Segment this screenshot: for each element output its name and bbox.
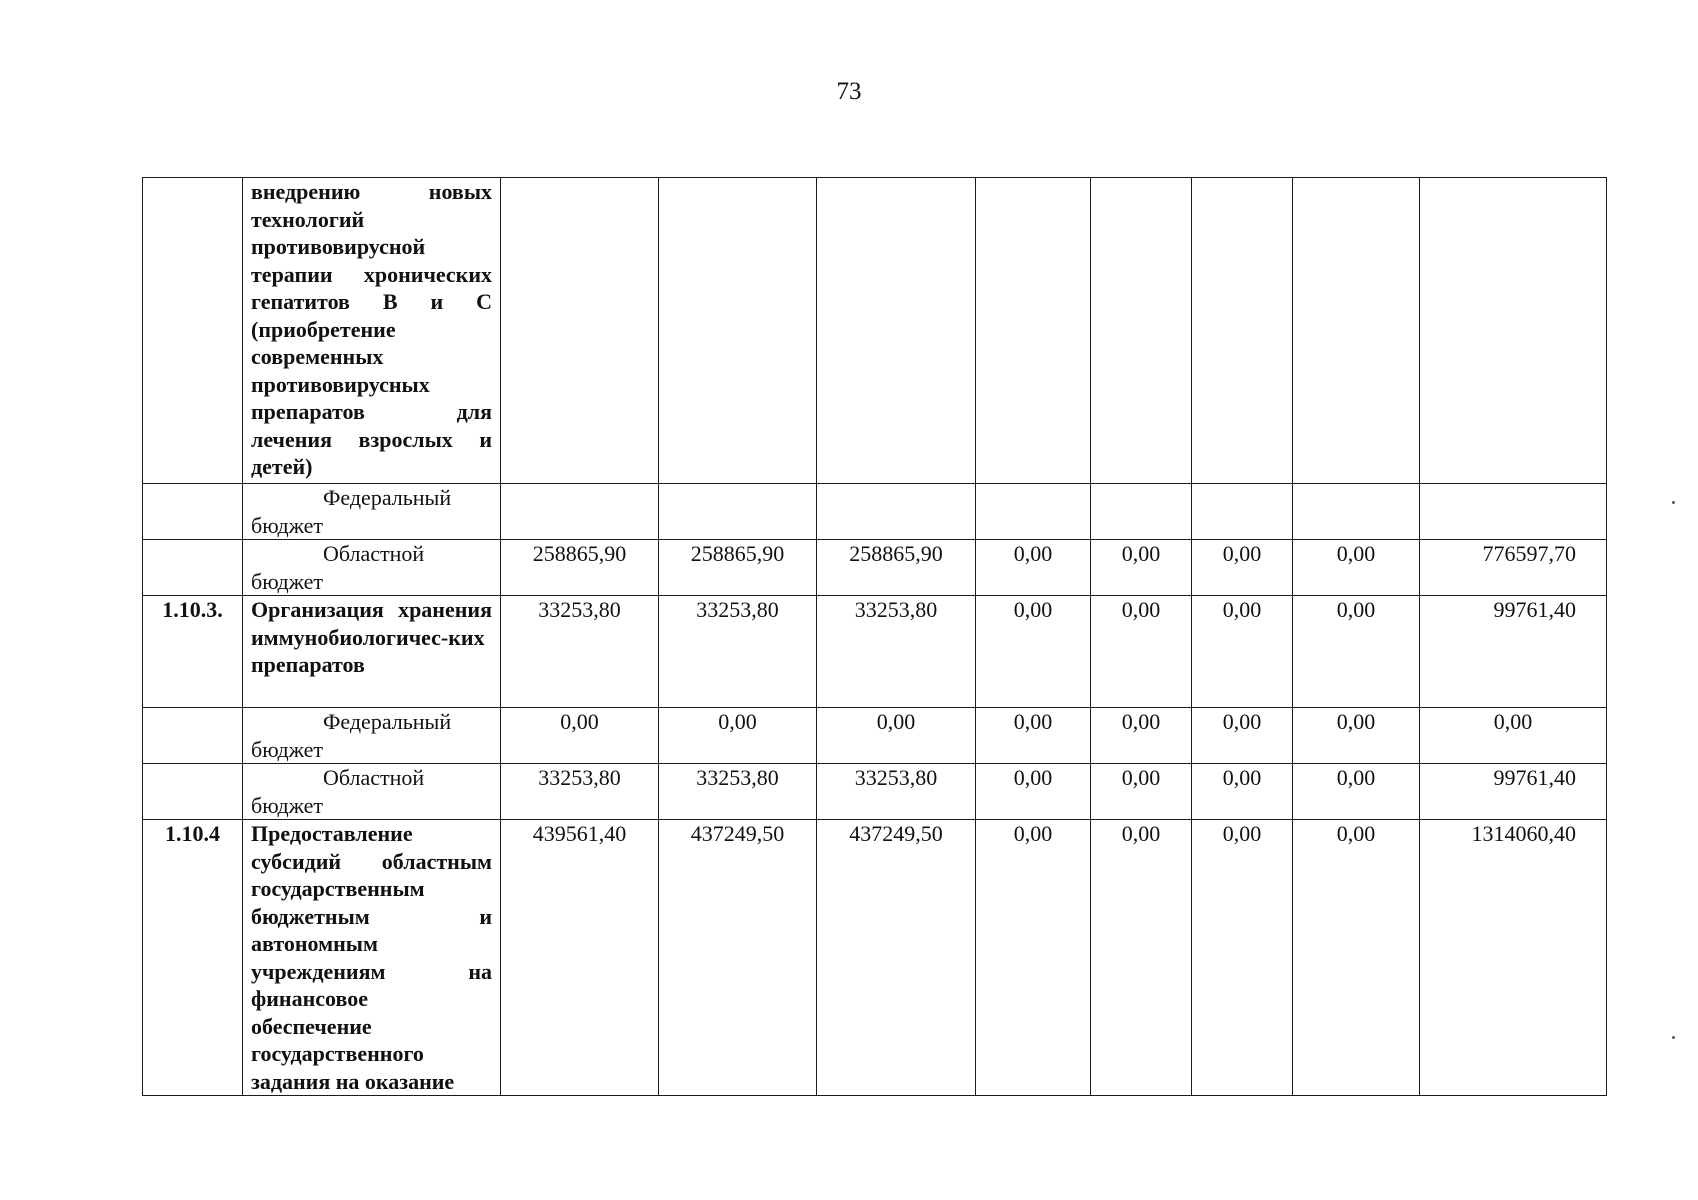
value-cell: 0,00 <box>1192 540 1293 596</box>
row-number <box>143 178 243 484</box>
value-cell: 0,00 <box>659 708 817 764</box>
value-cell <box>501 484 659 540</box>
value-cell: 33253,80 <box>659 764 817 820</box>
value-cell: 0,00 <box>976 708 1091 764</box>
row-number: 1.10.4 <box>143 820 243 1096</box>
value-cell: 0,00 <box>817 708 976 764</box>
page-number: 73 <box>836 78 862 105</box>
value-cell: 0,00 <box>1091 820 1192 1096</box>
value-cell: 0,00 <box>976 820 1091 1096</box>
total-cell <box>1420 484 1607 540</box>
row-number <box>143 540 243 596</box>
value-cell: 0,00 <box>1293 540 1420 596</box>
total-cell: 99761,40 <box>1420 596 1607 708</box>
value-cell: 0,00 <box>1091 764 1192 820</box>
value-cell: 0,00 <box>1192 764 1293 820</box>
value-cell: 258865,90 <box>817 540 976 596</box>
value-cell: 0,00 <box>976 596 1091 708</box>
value-cell <box>817 484 976 540</box>
table-row <box>143 820 1607 1096</box>
scan-speck <box>1672 501 1675 504</box>
total-cell: 0,00 <box>1420 708 1607 764</box>
value-cell: 0,00 <box>1091 596 1192 708</box>
budget-table <box>142 177 1607 1096</box>
value-cell: 33253,80 <box>501 764 659 820</box>
value-cell: 258865,90 <box>501 540 659 596</box>
value-cell <box>1091 178 1192 484</box>
table-row <box>143 540 1607 596</box>
total-cell: 776597,70 <box>1420 540 1607 596</box>
total-cell <box>1420 178 1607 484</box>
value-cell <box>501 178 659 484</box>
value-cell: 0,00 <box>1091 540 1192 596</box>
value-cell: 437249,50 <box>659 820 817 1096</box>
row-description: внедрению новых технологий противовирусной терапии хронических гепатитов В и С (приобретение современных противовирусных препаратов для лечения взрослых и детей) <box>243 178 501 484</box>
value-cell: 0,00 <box>1091 708 1192 764</box>
scan-speck <box>1672 1036 1675 1039</box>
value-cell <box>1192 178 1293 484</box>
value-cell: 437249,50 <box>817 820 976 1096</box>
value-cell: 0,00 <box>1293 764 1420 820</box>
value-cell: 0,00 <box>1192 708 1293 764</box>
row-description: Областной бюджет <box>243 540 501 596</box>
value-cell: 0,00 <box>1192 820 1293 1096</box>
table-row <box>143 764 1607 820</box>
total-cell: 99761,40 <box>1420 764 1607 820</box>
value-cell <box>659 178 817 484</box>
table-row <box>143 484 1607 540</box>
row-description: Областной бюджет <box>243 764 501 820</box>
row-number <box>143 484 243 540</box>
table-row <box>143 178 1607 484</box>
row-description: Организация хранения иммунобиологичес-ких препаратов <box>243 596 501 708</box>
value-cell: 258865,90 <box>659 540 817 596</box>
row-number <box>143 708 243 764</box>
row-number: 1.10.3. <box>143 596 243 708</box>
value-cell: 0,00 <box>501 708 659 764</box>
value-cell: 0,00 <box>1293 596 1420 708</box>
value-cell: 439561,40 <box>501 820 659 1096</box>
value-cell <box>1293 178 1420 484</box>
row-description: Федеральный бюджет <box>243 708 501 764</box>
value-cell: 0,00 <box>1293 708 1420 764</box>
value-cell <box>976 484 1091 540</box>
value-cell <box>1293 484 1420 540</box>
value-cell: 33253,80 <box>501 596 659 708</box>
row-description: Федеральный бюджет <box>243 484 501 540</box>
value-cell: 33253,80 <box>817 764 976 820</box>
value-cell <box>817 178 976 484</box>
value-cell: 33253,80 <box>659 596 817 708</box>
value-cell <box>976 178 1091 484</box>
value-cell <box>659 484 817 540</box>
row-description: Предоставление субсидий областным государственным бюджетным и автономным учреждениям на финансовое обеспечение государственного задания на оказание <box>243 820 501 1096</box>
value-cell: 0,00 <box>976 540 1091 596</box>
total-cell: 1314060,40 <box>1420 820 1607 1096</box>
value-cell: 0,00 <box>1192 596 1293 708</box>
row-number <box>143 764 243 820</box>
value-cell <box>1091 484 1192 540</box>
value-cell: 33253,80 <box>817 596 976 708</box>
value-cell: 0,00 <box>976 764 1091 820</box>
value-cell <box>1192 484 1293 540</box>
table-row <box>143 596 1607 708</box>
table-row <box>143 708 1607 764</box>
value-cell: 0,00 <box>1293 820 1420 1096</box>
